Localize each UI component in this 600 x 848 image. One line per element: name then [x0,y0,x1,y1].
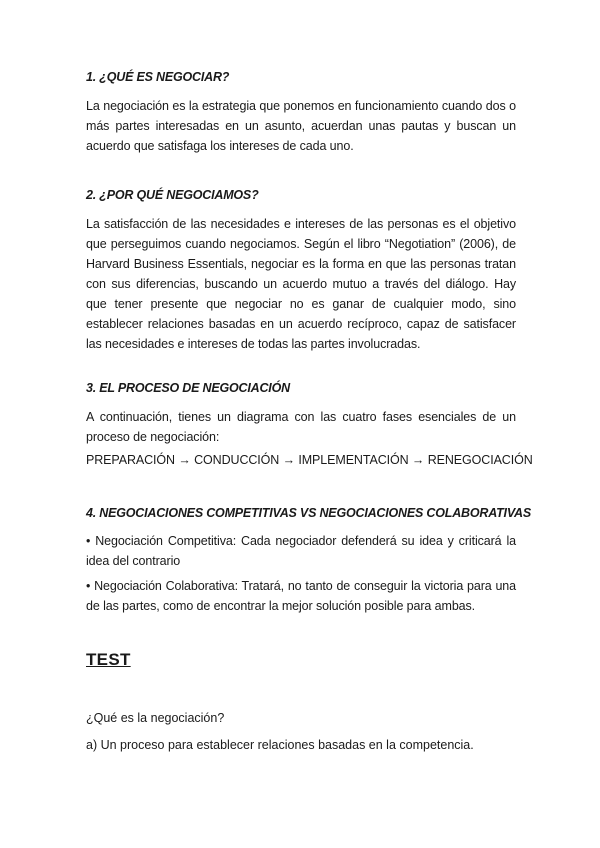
competitive-negotiation-item: • Negociación Competitiva: Cada negociador defenderá su idea y criticará la idea del contrario [86,534,516,568]
section-1-paragraph: La negociación es la estrategia que ponemos en funcionamiento cuando dos o más partes interesadas en un asunto, acuerdan unas pautas y buscan un acuerdo que satisfaga los intereses de cada uno. [86,99,516,153]
section-3-heading: 3. EL PROCESO DE NEGOCIACIÓN [86,381,290,395]
collaborative-negotiation-item: • Negociación Colaborativa: Tratará, no tanto de conseguir la victoria para una de las partes, como de encontrar la mejor solución posible para ambas. [86,579,516,613]
test-question: ¿Qué es la negociación? [86,711,225,725]
section-2-heading: 2. ¿POR QUÉ NEGOCIAMOS? [86,188,259,202]
section-2-paragraph: La satisfacción de las necesidades e intereses de las personas es el objetivo que perseguimos cuando negociamos. Según el libro “Negotiation” (2006), de Harvard Business Essentials, negociar es la forma en que las personas tratan con sus diferencias, buscando un acuerdo mutuo a través del diálogo. Hay que tener presente que negociar no es ganar de cualquier modo, sino establecer relaciones basadas en un acuerdo recíproco, capaz de satisfacer las necesidades e intereses de todas las partes involucradas. [86,217,516,351]
section-3-paragraph: A continuación, tienes un diagrama con las cuatro fases esenciales de un proceso de negociación: [86,410,516,444]
test-title: TEST [86,650,131,669]
section-1-heading: 1. ¿QUÉ ES NEGOCIAR? [86,70,230,84]
section-4-heading: 4. NEGOCIACIONES COMPETITIVAS VS NEGOCIACIONES COLABORATIVAS [86,506,531,520]
negotiation-phases-flow: PREPARACIÓN → CONDUCCIÓN → IMPLEMENTACIÓN → RENEGOCIACIÓN [86,453,533,467]
test-option-a: a) Un proceso para establecer relaciones basadas en la competencia. [86,738,474,752]
